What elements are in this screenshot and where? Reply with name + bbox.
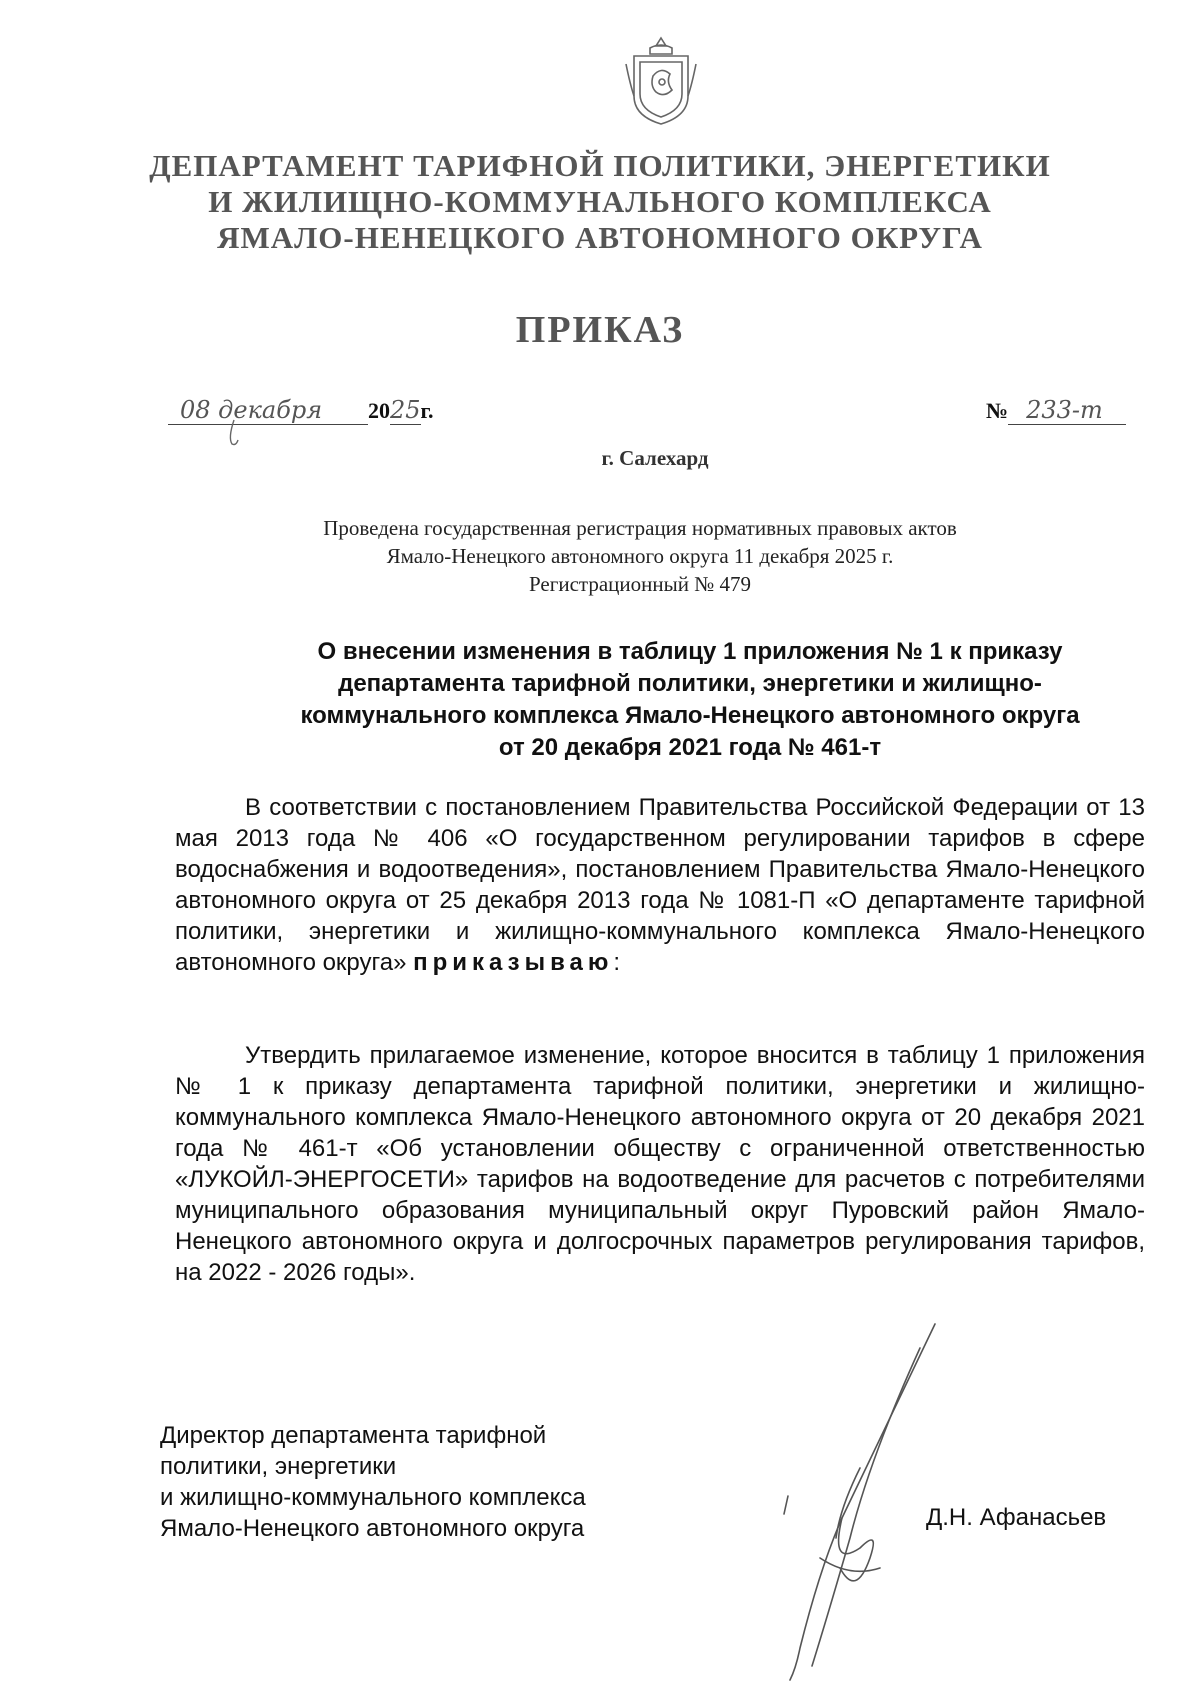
position-line-3: и жилищно-коммунального комплекса xyxy=(160,1484,586,1511)
position-line-2: политики, энергетики xyxy=(160,1453,397,1480)
city: г. Салехард xyxy=(601,446,709,470)
paragraph-1-emphasis: приказываю xyxy=(413,949,614,976)
registration-line-3: Регистрационный № 479 xyxy=(529,572,751,596)
handwritten-signature-icon xyxy=(760,1318,960,1688)
paragraph-1-end: : xyxy=(613,949,621,976)
position-line-4: Ямало-Ненецкого автономного округа xyxy=(160,1515,585,1542)
order-number xyxy=(986,396,1126,425)
coat-of-arms-icon xyxy=(620,34,702,126)
number-label: № xyxy=(986,398,1009,423)
department-name-line-3: ЯМАЛО-НЕНЕЦКОГО АВТОНОМНОГО ОКРУГА xyxy=(217,220,983,255)
registration-line-2: Ямало-Ненецкого автономного округа 11 декабря 2025 г. xyxy=(386,544,894,568)
body-paragraph-2: Утвердить прилагаемое изменение, которое вносится в таблицу 1 приложения № 1 к приказу департамента тарифной политики, энергетики и жилищно-коммунального комплекса Ямало-Ненецкого автономного округа от 20 декабря 2021 года № 461-т «Об установлении обществу с ограниченной ответственностью «ЛУКОЙЛ-ЭНЕРГОСЕТИ» тарифов на водоотведение для расчетов с потребителями муниципального образования муниципальный округ Пуровский район Ямало-Ненецкого автономного округа и долгосрочных параметров регулирования тарифов, на 2022 - 2026 годы». xyxy=(175,1042,1145,1286)
body-paragraph-1 xyxy=(175,792,1145,978)
department-name-line-2: И ЖИЛИЩНО-КОММУНАЛЬНОГО КОМПЛЕКСА xyxy=(208,184,992,219)
year-prefix: 20 xyxy=(368,398,390,423)
number-handwritten: 233-т xyxy=(1008,396,1126,425)
subject-line-3: коммунального комплекса Ямало-Ненецкого автономного округа xyxy=(300,702,1080,729)
date-underline-flourish xyxy=(220,418,250,448)
year-suffix: г. xyxy=(420,398,434,423)
department-name-line-1: ДЕПАРТАМЕНТ ТАРИФНОЙ ПОЛИТИКИ, ЭНЕРГЕТИКИ xyxy=(149,148,1051,183)
subject-line-4: от 20 декабря 2021 года № 461-т xyxy=(498,734,882,761)
order-date xyxy=(168,396,434,425)
paragraph-1-text: В соответствии с постановлением Правительства Российской Федерации от 13 мая 2013 года № 406 «О государственном регулировании тарифов в сфере водоснабжения и водоотведения», постановлением Правительства Ямало-Ненецкого автономного округа от 25 декабря 2013 года № 1081-П «О департаменте тарифной политики, энергетики и жилищно-коммунального комплекса Ямало-Ненецкого автономного округа» xyxy=(175,794,1145,976)
subject-line-1: О внесении изменения в таблицу 1 приложения № 1 к приказу xyxy=(317,638,1063,665)
position-line-1: Директор департамента тарифной xyxy=(160,1422,547,1449)
signatory-name: Д.Н. Афанасьев xyxy=(926,1504,1107,1531)
subject-line-2: департамента тарифной политики, энергетики и жилищно- xyxy=(338,670,1042,697)
signatory-position xyxy=(160,1420,680,1544)
registration-line-1: Проведена государственная регистрация нормативных правовых актов xyxy=(323,516,957,540)
year-handwritten: 25 xyxy=(390,396,421,424)
date-handwritten: 08 декабря xyxy=(168,396,368,425)
order-title: ПРИКАЗ xyxy=(515,309,685,351)
